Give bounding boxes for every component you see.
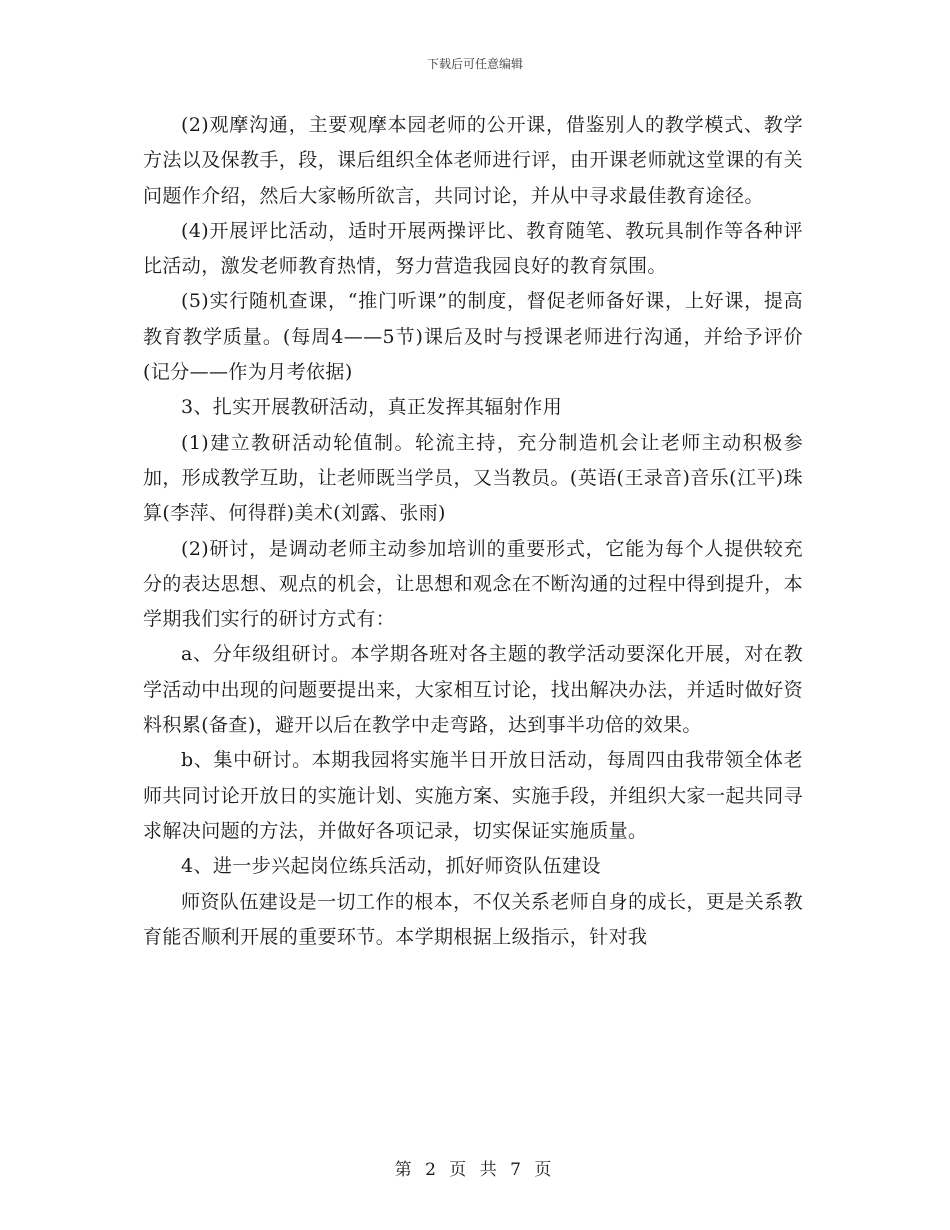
paragraph-rotation-system: (1)建立教研活动轮值制。轮流主持，充分制造机会让老师主动积极参加，形成教学互助，让老师既当学员，又当教员。(英语(王录音)音乐(江平)珠算(李萍、何得群)美术(刘露、张雨) <box>143 431 803 525</box>
section-heading-4: 4、进一步兴起岗位练兵活动，抓好师资队伍建设 <box>181 855 601 878</box>
paragraph-competition: (4)开展评比活动，适时开展两操评比、教育随笔、教玩具制作等各种评比活动，激发老师教育热情，努力营造我园良好的教育氛围。 <box>143 219 803 278</box>
document-body <box>143 108 803 955</box>
header-note: 下载后可任意编辑 <box>426 57 523 71</box>
paragraph-observation: (2)观摩沟通，主要观摩本园老师的公开课，借鉴别人的教学模式、教学方法以及保教手，段，课后组织全体老师进行评，由开课老师就这堂课的有关问题作介绍，然后大家畅所欲言，共同讨论，并从中寻求最佳教育途径。 <box>143 114 803 207</box>
paragraph-grade-discussion: a、分年级组研讨。本学期各班对各主题的教学活动要深化开展，对在教学活动中出现的问题要提出来，大家相互讨论，找出解决办法，并适时做好资料积累(备查)，避开以后在教学中走弯路，达到事半功倍的效果。 <box>143 643 803 737</box>
paragraph-teacher-team: 师资队伍建设是一切工作的根本，不仅关系老师自身的成长，更是关系教育能否顺利开展的重要环节。本学期根据上级指示，针对我 <box>143 890 803 948</box>
page-number: 第 2 页 共 7 页 <box>394 1160 556 1180</box>
paragraph-discussion: (2)研讨，是调动老师主动参加培训的重要形式，它能为每个人提供较充分的表达思想、观点的机会，让思想和观念在不断沟通的过程中得到提升，本学期我们实行的研讨方式有： <box>143 537 803 631</box>
paragraph-random-inspection: (5)实行随机查课，“推门听课”的制度，督促老师备好课，上好课，提高教育教学质量。(每周4——5节)课后及时与授课老师进行沟通，并给予评价(记分——作为月考依据) <box>143 290 803 384</box>
section-heading-3: 3、扎实开展教研活动，真正发挥其辐射作用 <box>181 396 563 419</box>
paragraph-central-discussion: b、集中研讨。本期我园将实施半日开放日活动，每周四由我带领全体老师共同讨论开放日的实施计划、实施方案、实施手段，并组织大家一起共同寻求解决问题的方法，并做好各项记录，切实保证实施质量。 <box>143 749 803 842</box>
